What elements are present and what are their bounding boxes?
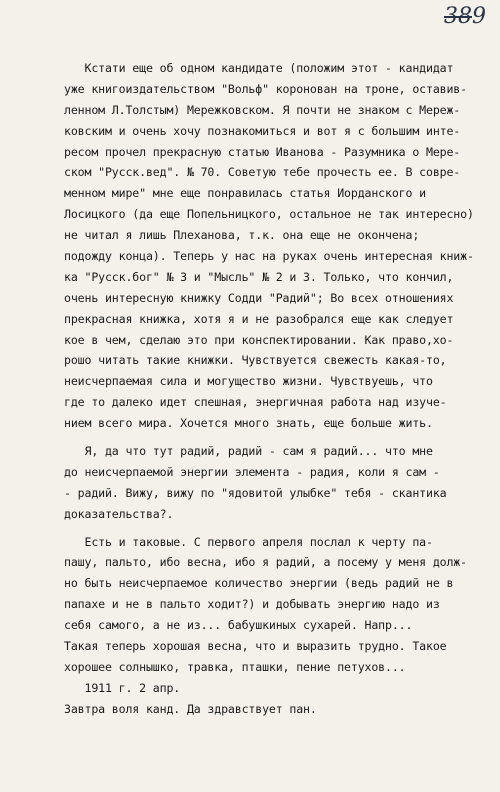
- paragraph-3: [64, 532, 494, 720]
- text-line: Лосицкого (да еще Попельницкого, остальное не так интересно): [64, 207, 474, 222]
- text-line: до неисчерпаемой энергии элемента - радия, коли я сам -: [64, 464, 440, 479]
- text-line: - радий. Вижу, вижу по "ядовитой улыбке" тебя - скантика: [64, 485, 447, 500]
- page-number: [444, 4, 486, 29]
- text-line: Я, да что тут радий, радий - сам я радий... что мне: [64, 444, 433, 459]
- text-line: ковским и очень хочу познакомиться и вот я с большим инте-: [64, 123, 461, 138]
- text-line: Такая теперь хорошая весна, что и выразить трудно. Такое: [64, 639, 447, 654]
- text-line: Кстати еще об одном кандидате (положим этот - кандидат: [64, 61, 454, 75]
- text-line: подожду конца). Теперь у нас на руках очень интересная книж-: [64, 249, 474, 264]
- text-line: нием всего мира. Хочется много знать, еще больше жить.: [64, 416, 433, 431]
- text-line: доказательства?.: [64, 506, 174, 521]
- text-line: очень интересную книжку Содди "Радий"; Во всех отношениях: [64, 290, 454, 305]
- text-line: ресом прочел прекрасную статью Иванова - Разумника о Мере-: [64, 144, 461, 159]
- text-line: но быть неисчерпаемое количество энергии (ведь радий не в: [64, 576, 454, 591]
- text-line: папахе и не в пальто ходит?) и добывать энергию надо из: [64, 597, 440, 612]
- current-page-number: 9: [472, 4, 486, 29]
- text-line: себя самого, а не из... бабушкиных сухарей. Напр...: [64, 618, 413, 633]
- text-line: Есть и таковые. С первого апреля послал к черту па-: [64, 534, 433, 549]
- struck-page-number: 38: [444, 4, 472, 29]
- text-line: пашу, пальто, ибо весна, ибо я радий, а посему у меня долж-: [64, 555, 467, 570]
- paragraph-1: [64, 58, 494, 434]
- text-line: 1911 г. 2 апр.: [64, 680, 181, 695]
- text-line: хорошее солнышко, травка, пташки, пение петухов...: [64, 659, 406, 674]
- letter-text: [64, 58, 494, 720]
- text-line: уже книгоиздательством "Вольф" коронован на троне, оставив-: [64, 81, 467, 96]
- text-line: ленном Л.Толстым) Мережковском. Я почти не знаком с Мереж-: [64, 102, 461, 117]
- text-line: менном мире" мне еще понравилась статья Иорданского и: [64, 186, 426, 201]
- text-line: ка "Русск.бог" № 3 и "Мысль" № 2 и 3. Только, что кончил,: [64, 269, 454, 284]
- paragraph-2: [64, 441, 494, 525]
- text-line: рошо читать такие книжки. Чувствуется свежесть какая-то,: [64, 353, 447, 368]
- text-line: ском "Русск.вед". № 70. Советую тебе прочесть ее. В совре-: [64, 165, 461, 180]
- text-line: не читал я лишь Плеханова, т.к. она еще не окончена;: [64, 228, 420, 243]
- text-line: прекрасная книжка, хотя я и не разобрался еще как следует: [64, 311, 454, 326]
- text-line: Завтра воля канд. Да здравствует пан.: [64, 701, 317, 716]
- text-line: неисчерпаемая сила и могущество жизни. Чувствуешь, что: [64, 374, 433, 389]
- text-line: кое в чем, сделаю это при конспектировании. Как право,хо-: [64, 332, 454, 347]
- text-line: где то далеко идет спешная, энергичная работа над изуче-: [64, 395, 447, 410]
